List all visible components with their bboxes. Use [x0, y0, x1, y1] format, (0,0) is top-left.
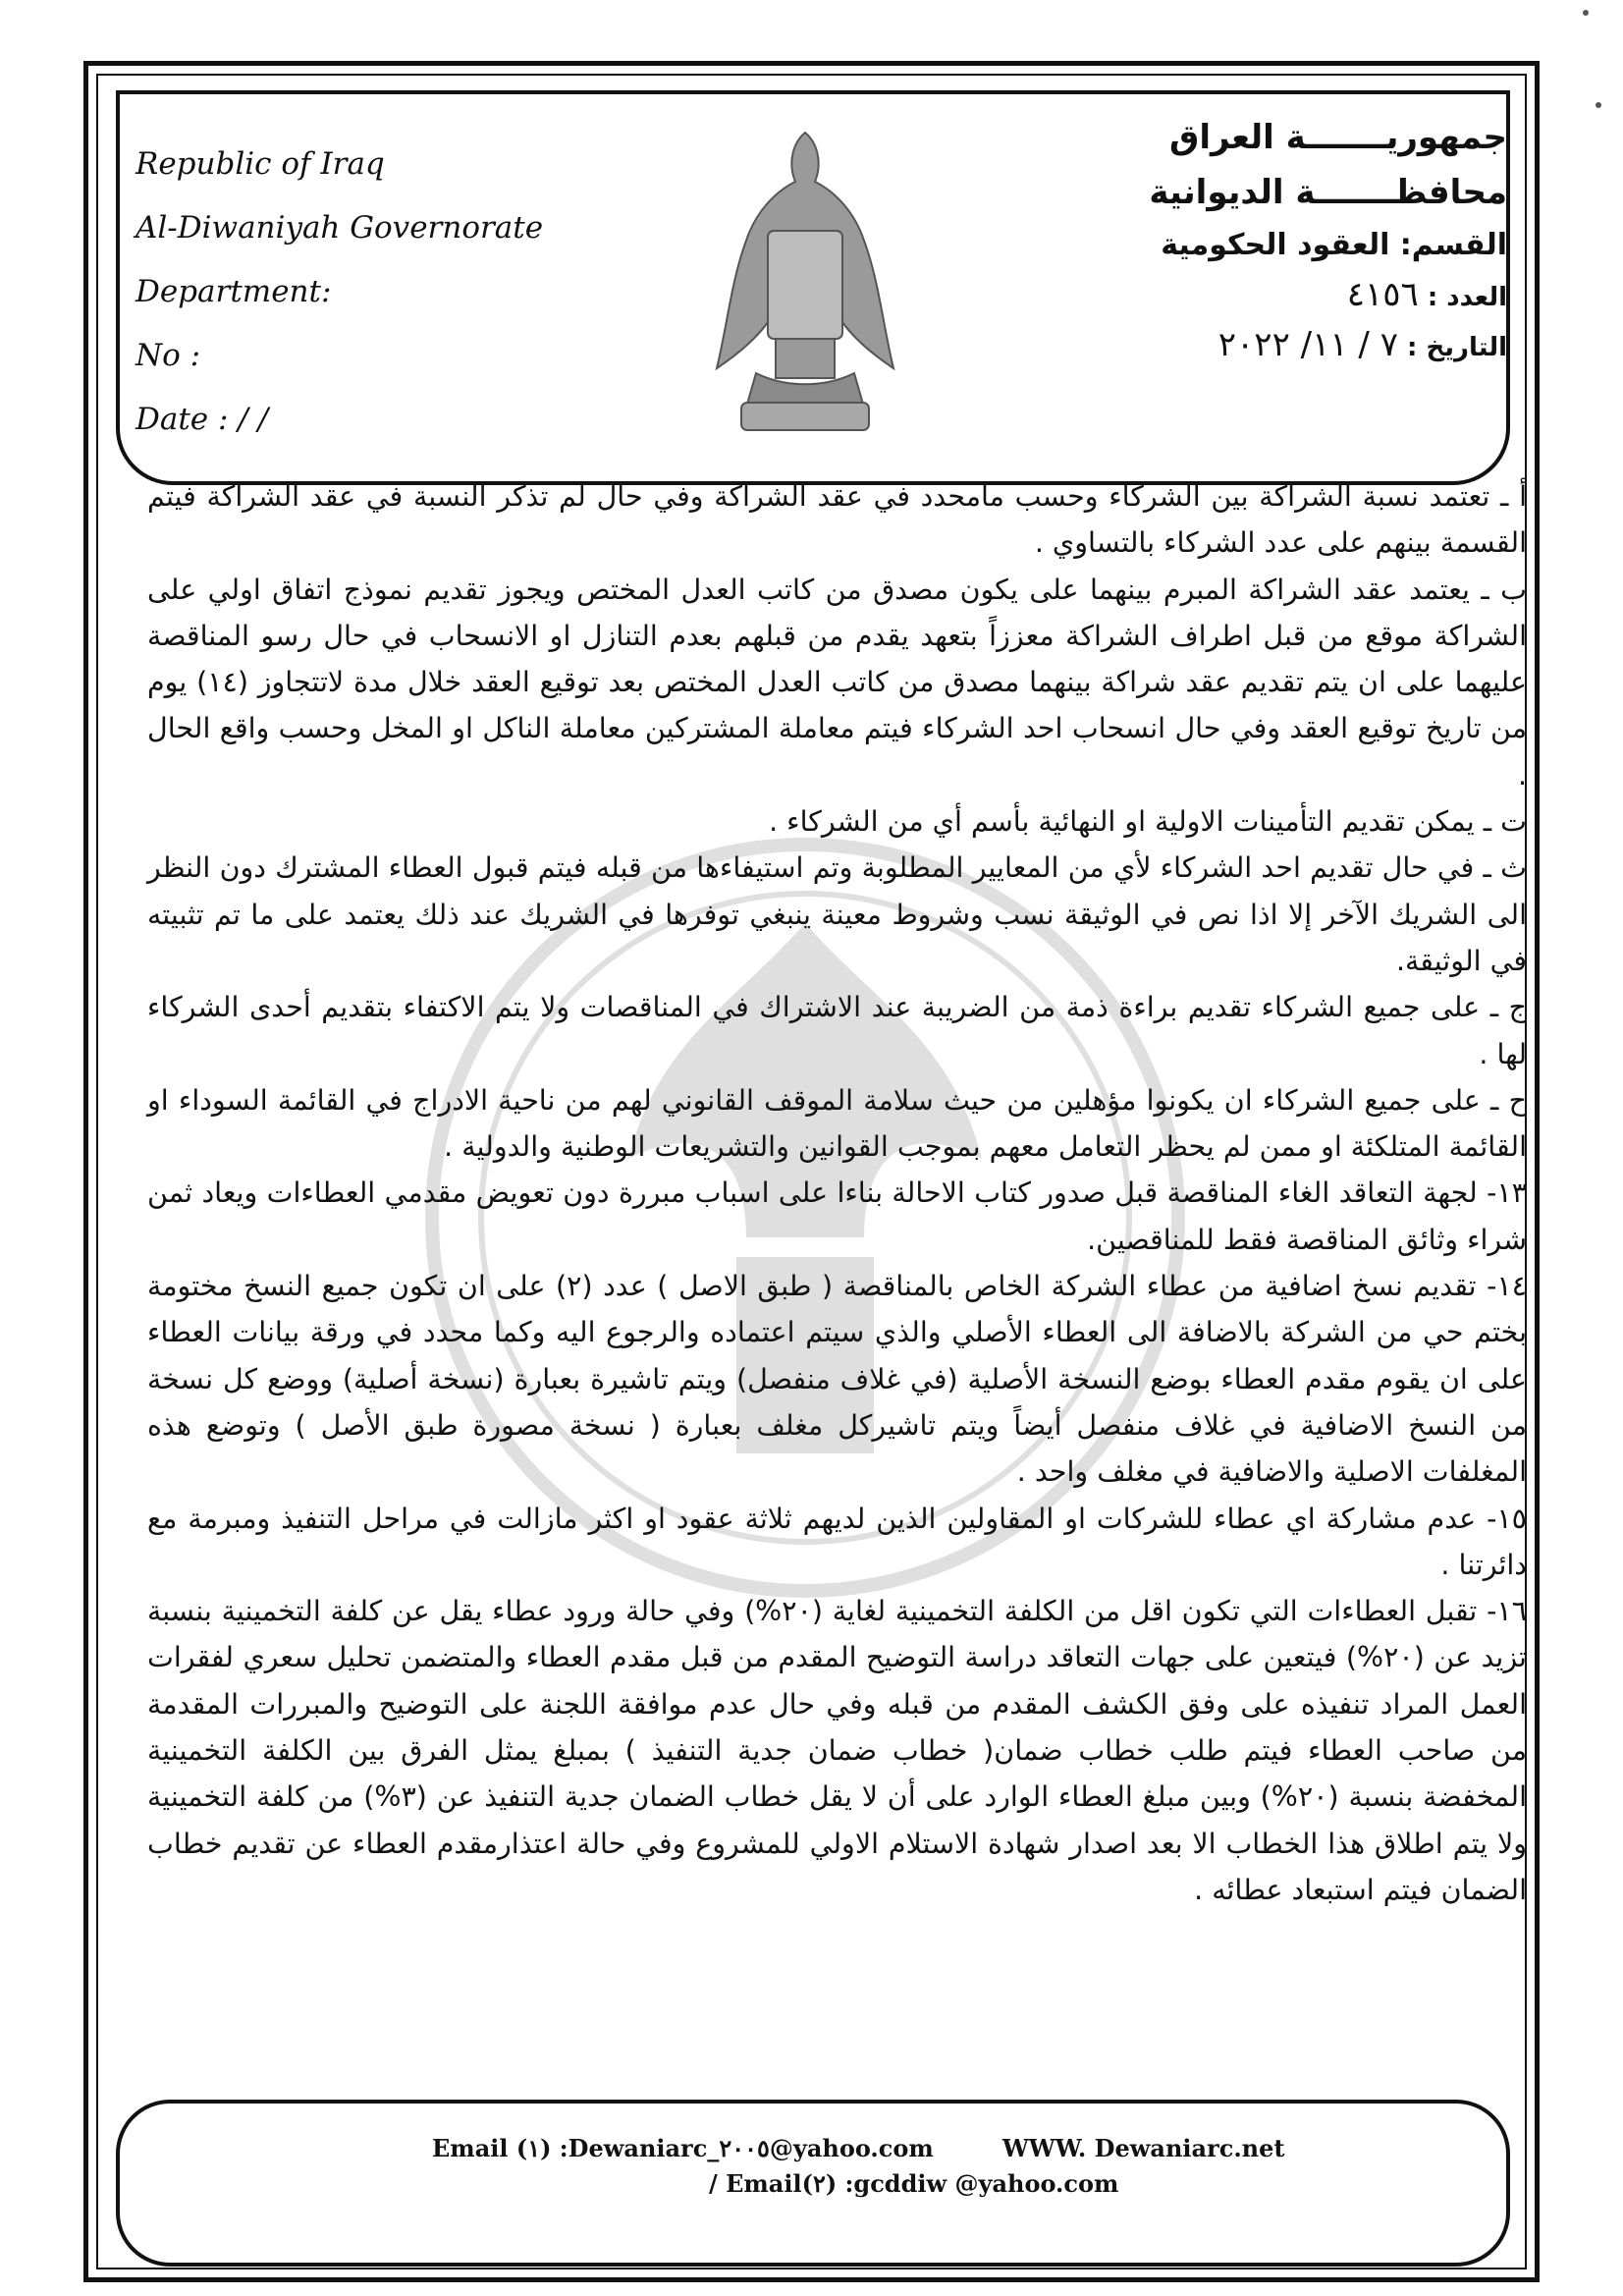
clause-h: ح ـ على جميع الشركاء ان يكونوا مؤهلين من حيث سلامة الموقف القانوني لهم من ناحية الادراج في القائمة السوداء او القائمة المتلكئة او ممن لم يحظر التعامل معهم بموجب القوانين والتشريعات الوطنية والدولية . [147, 1083, 1527, 1164]
scan-speck [1583, 10, 1589, 16]
footer-email-1: Email (١) :Dewaniarc_٢٠٠٥@yahoo.com [432, 2134, 934, 2162]
letterhead-arabic [997, 110, 1507, 371]
date-label-en: Date : / / [135, 402, 269, 437]
footer-website: WWW. Dewaniarc.net [1001, 2134, 1285, 2162]
clause-a: أ ـ تعتمد نسبة الشراكة بين الشركاء وحسب مامحدد في عقد الشراكة وفي حال لم تذكر النسبة في عقد الشراكة فيتم القسمة بينهم على عدد الشركاء بالتساوي . [147, 480, 1527, 560]
letter-number [997, 271, 1507, 321]
footer-email-2: / Email(٢) :gcddiw @yahoo.com [709, 2169, 1119, 2198]
clause-16: ١٦- تقبل العطاءات التي تكون اقل من الكلفة التخمينية لغاية (٢٠%) وفي حالة ورود عطاء يقل عن كلفة التخمينية بنسبة تزيد عن (٢٠%) فيتعين على جهات التعاقد دراسة التوضيح المقدم من قبل مقدم العطاء والمتضمن تحليل سعري لفقرات العمل المراد تنفيذه على وفق الكشف المقدم من قبله وفي حال عدم موافقة اللجنة على التوضيح والمبررات المقدمة من صاحب العطاء فيتم طلب خطاب ضمان( خطاب ضمان جدية التنفيذ ) بمبلغ يمثل الفرق بين الكلفة التخمينية المخفضة بنسبة (٢٠%) وبين مبلغ العطاء الوارد على أن لا يقل خطاب الضمان جدية التنفيذ عن (٣%) من كلفة التخمينية ولا يتم اطلاق هذا الخطاب الا بعد اصدار شهادة الاستلام الاولي للمشروع وفي حالة اعتذارمقدم العطاء عن تقديم خطاب الضمان فيتم استبعاد عطائه . [147, 1595, 1527, 1906]
governorate-name-ar: محافظـــــــة الديوانية [1149, 173, 1507, 212]
clause-th: ث ـ في حال تقديم احد الشركاء لأي من المعايير المطلوبة وتم استيفاءها من قبله فيتم قبول العطاء المشترك دون النظر الى الشريك الآخر إلا اذا نص في الوثيقة نسب وشروط معينة ينبغي توفرها في الشريك عند ذلك يعتمد على ما تم تثبيته في الوثيقة. [147, 851, 1527, 977]
scan-speck [1596, 102, 1601, 108]
letter-number-value: ٤١٥٦ [1346, 275, 1419, 314]
clause-14: ١٤- تقديم نسخ اضافية من عطاء الشركة الخاص بالمناقصة ( طبق الاصل ) عدد (٢) على ان تكون جميع النسخ مختومة بختم حي من الشركة بالاضافة الى العطاء الأصلي والذي سيتم اعتماده والرجوع اليه وكما محدد في ورقة بيانات العطاء على ان يقوم مقدم العطاء بوضع النسخة الأصلية (في غلاف منفصل) ويتم تاشيرة بعبارة (نسخة أصلية) ووضع كل نسخة من النسخ الاضافية في غلاف منفصل أيضاً ويتم تاشيركل مغلف بعبارة ( نسخة مصورة طبق الأصل ) وتوضع هذه المغلفات الاصلية والاضافية في مغلف واحد . [147, 1270, 1527, 1489]
department-label-en: Department: [135, 274, 332, 309]
letter-number-label: العدد : [1427, 283, 1507, 312]
letter-date [997, 321, 1507, 371]
country-name-ar: جمهوريـــــــة العراق [1168, 118, 1507, 157]
clause-j: ج ـ على جميع الشركاء تقديم براءة ذمة من الضريبة عند الاشتراك في المناقصات ولا يتم الاكتفاء بتقديم أحدى الشركاء لها . [147, 991, 1527, 1070]
footer-contacts [432, 2131, 1414, 2202]
department-ar: القسم: العقود الحكومية [1161, 228, 1507, 262]
document-body [147, 473, 1527, 1913]
iraq-eagle-emblem-icon [707, 123, 903, 452]
clause-b: ب ـ يعتمد عقد الشراكة المبرم بينهما على يكون مصدق من كاتب العدل المختص ويجوز تقديم نموذج اتفاق اولي على الشراكة موقع من قبل اطراف الشراكة معززاً بتعهد يقدم من قبلهم بعدم التنازل او الانسحاب في حال رسو المناقصة عليهما على ان يتم تقديم عقد شراكة بينهما مصدق من كاتب العدل المختص بعد توقيع العقد خلال مدة لاتتجاوز (١٤) يوم من تاريخ توقيع العقد وفي حال انسحاب احد الشركاء فيتم معاملة المشتركين معاملة الناكل او المخل وحسب واقع الحال . [147, 573, 1527, 792]
clause-15: ١٥- عدم مشاركة اي عطاء للشركات او المقاولين الذين لديهم ثلاثة عقود او اكثر مازالت في مراحل التنفيذ ومبرمة مع دائرتنا . [147, 1502, 1527, 1581]
number-label-en: No : [135, 338, 201, 373]
governorate-name-en: Al-Diwaniyah Governorate [135, 210, 544, 246]
letter-date-label: التاريخ : [1407, 333, 1507, 362]
letter-date-value: ٧ / ١١/ ٢٠٢٢ [1217, 325, 1398, 364]
letterhead-english [135, 133, 607, 452]
country-name-en: Republic of Iraq [135, 146, 385, 182]
clause-t: ت ـ يمكن تقديم التأمينات الاولية او النهائية بأسم أي من الشركاء . [769, 805, 1527, 839]
clause-13: ١٣- لجهة التعاقد الغاء المناقصة قبل صدور كتاب الاحالة بناءا على اسباب مبررة دون تعويض مقدمي العطاءات ويعاد ثمن شراء وثائق المناقصة فقط للمناقصين. [147, 1176, 1527, 1256]
